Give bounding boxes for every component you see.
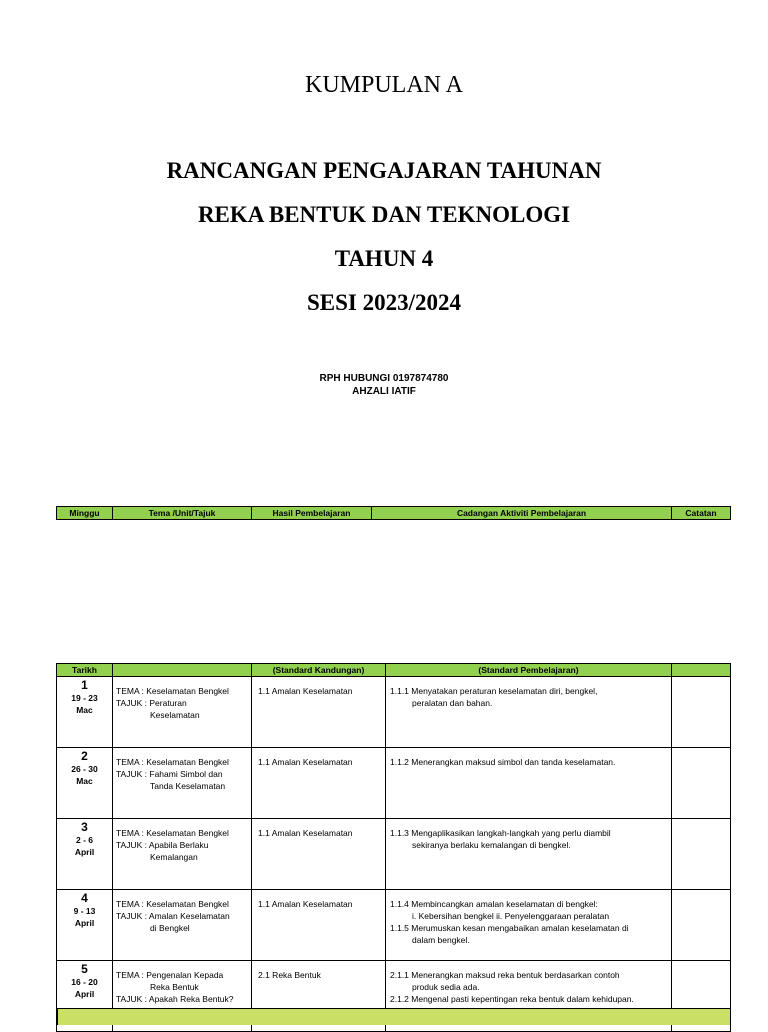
catatan-cell bbox=[672, 748, 731, 819]
sp-line: 2.1.2 Mengenal pasti kepentingan reka bentuk dalam kehidupan. bbox=[390, 994, 634, 1004]
week-month: April bbox=[74, 847, 95, 857]
sp-line: i. Kebersihan bengkel ii. Penyelenggaraan peralatan bbox=[412, 911, 610, 921]
tajuk-text-2: Keselamatan bbox=[150, 710, 200, 720]
standard-pembelajaran-cell bbox=[386, 819, 672, 890]
standard-kandungan-cell: 1.1 Amalan Keselamatan bbox=[252, 677, 386, 748]
sp-line: 1.1.1 Menyatakan peraturan keselamatan diri, bengkel, bbox=[390, 686, 598, 696]
sp-line: sekiranya berlaku kemalangan di bengkel. bbox=[412, 840, 571, 850]
tajuk-text: TAJUK : Apabila Berlaku bbox=[116, 840, 209, 850]
subject-title: REKA BENTUK DAN TEKNOLOGI bbox=[197, 202, 571, 227]
tema-cell bbox=[113, 748, 252, 819]
standard-pembelajaran-cell bbox=[386, 890, 672, 961]
sp-line: dalam bengkel. bbox=[412, 935, 470, 945]
sp-line: 1.1.3 Mengaplikasikan langkah-langkah yang perlu diambil bbox=[390, 828, 611, 838]
table-row bbox=[57, 677, 731, 748]
tema-text: TEMA : Pengenalan Kepada bbox=[116, 970, 224, 980]
standard-pembelajaran-cell bbox=[386, 677, 672, 748]
week-dates: 19 - 23 bbox=[71, 693, 98, 703]
week-number: 5 bbox=[81, 962, 88, 976]
sp-line: 1.1.2 Menerangkan maksud simbol dan tanda keselamatan. bbox=[390, 757, 616, 767]
col-standard-pembelajaran: (Standard Pembelajaran) bbox=[386, 664, 672, 677]
standard-kandungan-cell: 2.1 Reka Bentuk bbox=[252, 961, 386, 1032]
group-heading: KUMPULAN A bbox=[304, 72, 463, 98]
sp-line: 1.1.4 Membincangkan amalan keselamatan di bengkel: bbox=[390, 899, 598, 909]
tajuk-text: TAJUK : Apakah Reka Bentuk? bbox=[116, 994, 234, 1004]
tajuk-text-2: Tanda Keselamatan bbox=[150, 781, 226, 791]
week-cell bbox=[57, 748, 113, 819]
week-dates: 2 - 6 bbox=[75, 835, 93, 845]
col-aktiviti: Cadangan Aktiviti Pembelajaran bbox=[372, 507, 672, 520]
week-number: 4 bbox=[81, 891, 88, 905]
tema-cell bbox=[113, 819, 252, 890]
tema-cell bbox=[113, 677, 252, 748]
week-dates: 9 - 13 bbox=[73, 906, 96, 916]
sp-line: produk sedia ada. bbox=[412, 982, 480, 992]
session-title: SESI 2023/2024 bbox=[306, 290, 461, 315]
bottom-band bbox=[57, 1008, 731, 1025]
year-title: TAHUN 4 bbox=[334, 246, 434, 271]
contact-line: RPH HUBUNGI 0197874780 bbox=[319, 373, 449, 384]
author-line: AHZALI IATIF bbox=[352, 386, 416, 397]
week-dates: 16 - 20 bbox=[71, 977, 98, 987]
col-tarikh: Tarikh bbox=[57, 664, 113, 677]
sp-line: 1.1.5 Merumuskan kesan mengabaikan amalan keselamatan di bbox=[390, 923, 629, 933]
standard-pembelajaran-cell bbox=[386, 748, 672, 819]
week-cell bbox=[57, 677, 113, 748]
col-blank-2 bbox=[672, 664, 731, 677]
tajuk-text: TAJUK : Peraturan bbox=[116, 698, 187, 708]
tema-text: TEMA : Keselamatan Bengkel bbox=[116, 828, 229, 838]
catatan-cell bbox=[672, 819, 731, 890]
week-cell bbox=[57, 890, 113, 961]
col-catatan: Catatan bbox=[672, 507, 731, 520]
tema-text: TEMA : Keselamatan Bengkel bbox=[116, 686, 229, 696]
standard-kandungan-cell: 1.1 Amalan Keselamatan bbox=[252, 890, 386, 961]
contact-block bbox=[0, 372, 768, 398]
tema-text: TEMA : Keselamatan Bengkel bbox=[116, 757, 229, 767]
tema-text-2: Reka Bentuk bbox=[150, 982, 199, 992]
col-hasil: Hasil Pembelajaran bbox=[252, 507, 372, 520]
tajuk-text-2: Kemalangan bbox=[150, 852, 198, 862]
header-row bbox=[57, 507, 731, 520]
col-tema: Tema /Unit/Tajuk bbox=[113, 507, 252, 520]
plan-table bbox=[56, 663, 731, 1032]
table-row bbox=[57, 890, 731, 961]
tema-text: TEMA : Keselamatan Bengkel bbox=[116, 899, 229, 909]
table-row bbox=[57, 819, 731, 890]
sp-line: 2.1.1 Menerangkan maksud reka bentuk berdasarkan contoh bbox=[390, 970, 620, 980]
week-number: 1 bbox=[81, 678, 88, 692]
week-cell bbox=[57, 819, 113, 890]
week-number: 3 bbox=[81, 820, 88, 834]
col-blank bbox=[113, 664, 252, 677]
sp-line: peralatan dan bahan. bbox=[412, 698, 493, 708]
week-month: April bbox=[74, 918, 95, 928]
col-standard-kandungan: (Standard Kandungan) bbox=[252, 664, 386, 677]
col-minggu: Minggu bbox=[57, 507, 113, 520]
tajuk-text: TAJUK : Amalan Keselamatan bbox=[116, 911, 230, 921]
tajuk-text-2: di Bengkel bbox=[150, 923, 190, 933]
standard-kandungan-cell: 1.1 Amalan Keselamatan bbox=[252, 748, 386, 819]
table-row bbox=[57, 748, 731, 819]
catatan-cell bbox=[672, 677, 731, 748]
header-table bbox=[56, 506, 731, 520]
week-month: Mac bbox=[76, 705, 93, 715]
tema-cell bbox=[113, 890, 252, 961]
tajuk-text: TAJUK : Fahami Simbol dan bbox=[116, 769, 223, 779]
week-dates: 26 - 30 bbox=[71, 764, 98, 774]
week-month: April bbox=[74, 989, 95, 999]
standard-kandungan-cell: 1.1 Amalan Keselamatan bbox=[252, 819, 386, 890]
week-month: Mac bbox=[76, 776, 93, 786]
catatan-cell bbox=[672, 890, 731, 961]
plan-header-row bbox=[57, 664, 731, 677]
week-number: 2 bbox=[81, 749, 88, 763]
document-title: RANCANGAN PENGAJARAN TAHUNAN bbox=[166, 158, 602, 183]
